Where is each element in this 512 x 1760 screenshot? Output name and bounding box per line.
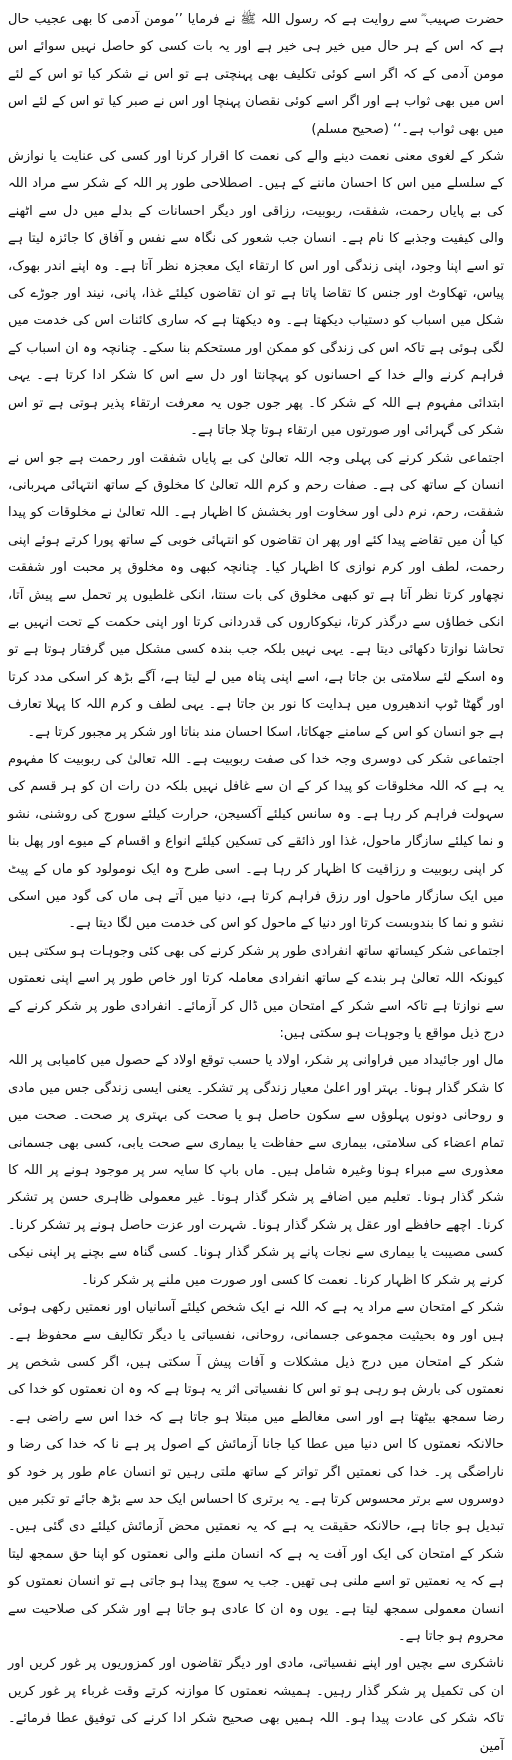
collective-gratitude-second-reason: اجتماعی شکر کی دوسری وجہ خدا کی صفت ربوبیت ہے۔ اللہ تعالیٰ کی ربوبیت کا مفہوم یہ ہے کہ اللہ مخلوقات کو پیدا کر کے ان سے غافل نہیں بلکہ دن رات ان کو ہر قسم کی سہولت فراہم کر رہا ہے۔ وہ سانس کیلئے آکسیجن، حرارت کیلئے سورج کی روشنی، نشو و نما کیلئے سازگار ماحول، غذا اور ذائقے کی تسکین کیلئے انواع و اقسام کے میوے اور پھل بنا کر اپنی ربوبیت و رزاقیت کا اظہار کر رہا ہے۔ اسی طرح وہ ایک نومولود کو ماں کے پیٹ میں ایک سازگار ماحول اور رزق فراہم کرتا ہے، دنیا میں آتے ہی ماں کی گود میں اسکی نشو و نما کا بندوبست کرتا اور دنیا کے ماحول کو اس کی خدمت میں لگا دیتا ہے۔ <box>8 751 504 932</box>
individual-gratitude-occasions: مال اور جائیداد میں فراوانی پر شکر، اولاد یا حسب توقع اولاد کے حصول میں کامیابی پر اللہ کا شکر گذار ہونا۔ بہتر اور اعلیٰ معیار زندگی پر تشکر۔ یعنی ایسی زندگی جس میں مادی و روحانی دونوں پہلوؤں سے سکون حاصل ہو یا صحت کی بہتری پر صحت۔ صحت میں تمام اعضاء کی سلامتی، بیماری سے حفاظت یا بیماری سے صحت یابی، کسی بھی جسمانی معذوری سے مبراء ہونا وغیرہ شامل ہیں۔ ماں باپ کا سایہ سر پر موجود ہونے پر اللہ کا شکر گذار ہونا۔ تعلیم میں اضافے پر شکر گذار ہونا۔ غیر معمولی ظاہری حسن پر تشکر کرنا۔ اچھے حافظے اور عقل پر شکر گذار ہونا۔ شہرت اور عزت حاصل ہونے پر تشکر کرنا۔ کسی مصیبت یا بیماری سے نجات پانے پر شکر گذار ہونا۔ کسی گناہ سے بچنے پر اپنی نیکی کرنے پر شکر کا اظہار کرنا۔ نعمت کا کسی اور صورت میں ملنے پر شکر کرنا۔ <box>8 1053 504 1288</box>
test-of-gratitude-paragraph: شکر کے امتحان سے مراد یہ ہے کہ اللہ نے ایک شخص کیلئے آسانیاں اور نعمتیں رکھی ہوئی ہیں اور وہ بحیثیت مجموعی جسمانی، روحانی، نفسیاتی یا دیگر تکالیف سے محفوظ ہے۔ شکر کے امتحان میں درج ذیل مشکلات و آفات پیش آ سکتی ہیں، اگر کسی شخص پر نعمتوں کی بارش ہو رہی ہو تو اس کا نفسیاتی اثر یہ ہوتا ہے کہ وہ ان نعمتوں کو خدا کی رضا سمجھ بیٹھتا ہے اور اسی مغالطے میں مبتلا ہو جاتا ہے کہ خدا اس سے راضی ہے۔ حالانکہ نعمتوں کا اس دنیا میں عطا کیا جانا آزمائش کے اصول پر ہے نا کہ خدا کی رضا و ناراضگی پر۔ خدا کی نعمتیں اگر تواتر کے ساتھ ملتی رہیں تو انسان عام طور پر خود کو دوسروں سے برتر محسوس کرتا ہے۔ یہ برتری کا احساس ایک حد سے بڑھ جائے تو تکبر میں تبدیل ہو جاتا ہے، حالانکہ حقیقت یہ ہے کہ یہ نعمتیں محض آزمائش کیلئے دی گئی ہیں۔ شکر کے امتحان کی ایک اور آفت یہ ہے کہ انسان ملنے والی نعمتوں کو اپنا حق سمجھ لیتا ہے کہ یہ نعمتیں تو اسے ملنی ہی تھیں۔ جب یہ سوچ پیدا ہو جاتی ہے تو انسان نعمتوں کو انسان معمولی سمجھ لیتا ہے۔ یوں وہ ان کا عادی ہو جاتا ہے اور شکر کی صلاحیت سے محروم ہو جاتا ہے۔ <box>8 1300 504 1644</box>
definition-paragraph: شکر کے لغوی معنی نعمت دینے والے کی نعمت کا اقرار کرنا اور کسی کی عنایت یا نوازش کے سلسلے میں اس کا احسان ماننے کے ہیں۔ اصطلاحی طور پر اللہ کے شکر سے مراد اللہ کی بے پایاں رحمت، شفقت، ربوبیت، رزاقی اور دیگر احسانات کے بدلے میں دل سے اٹھنے والی کیفیت وجذبے کا نام ہے۔ انسان جب شعور کی نگاہ سے نفس و آفاق کا جائزہ لیتا ہے تو اسے اپنا وجود، اپنی زندگی اور اس کا ارتقاء ایک معجزہ نظر آتا ہے۔ وہ اپنے اندر بھوک، پیاس، تھکاوٹ اور جنس کا تقاضا پاتا ہے تو ان تقاضوں کیلئے غذا، پانی، نیند اور جوڑے کی شکل میں اسباب کو دستیاب دیکھتا ہے۔ وہ دیکھتا ہے کہ ساری کائنات اس کی خدمت میں لگی ہوئی ہے تاکہ اس کی زندگی کو ممکن اور مستحکم بنا سکے۔ چنانچہ وہ ان اسباب کے فراہم کرنے والے خدا کے احسانوں کو پہچانتا اور دل سے اس کا شکر ادا کرتا ہے۔ یہی ابتدائی مفہوم ہے اللہ کے شکر کا۔ پھر جوں جوں یہ معرفت ارتقاء پذیر ہوتی ہے تو اس شکر کی گہرائی اور صورتوں میں ارتقاء ہوتا چلا جاتا ہے۔ <box>8 149 504 439</box>
individual-gratitude-intro: اجتماعی شکر کیساتھ ساتھ انفرادی طور پر شکر کرنے کی بھی کئی وجوہات ہو سکتی ہیں کیونکہ اللہ تعالیٰ ہر بندے کے ساتھ انفرادی معاملہ کرتا اور خاص طور پر اسے اپنی نعمتوں سے نوازتا ہے تاکہ اسے شکر کے امتحان میں ڈال کر آزمائے۔ انفرادی طور پر شکر کرنے کے درج ذیل مواقع یا وجوہات ہو سکتی ہیں: <box>8 943 504 1042</box>
closing-prayer-paragraph: ناشکری سے بچیں اور اپنے نفسیاتی، مادی اور دیگر تقاضوں اور کمزوریوں پر غور کریں اور ان کی تکمیل پر شکر گذار رہیں۔ ہمیشہ نعمتوں کا موازنہ کرتے وقت غرباء پر غور کریں تاکہ شکر کی عادت پیدا ہو۔ اللہ ہمیں بھی صحیح شکر ادا کرنے کی توفیق عطا فرمائے۔ آمین <box>8 1656 504 1754</box>
collective-gratitude-first-reason: اجتماعی شکر کرنے کی پہلی وجہ اللہ تعالیٰ کی بے پایاں شفقت اور رحمت ہے جو اس نے انسان کے ساتھ کی ہے۔ صفات رحم و کرم اللہ تعالیٰ کا مخلوق کے ساتھ انتہائی مہربانی، شفقت، رحم، نرم دلی اور سخاوت اور بخشش کا اظہار ہے۔ اللہ تعالیٰ نے مخلوقات کو پیدا کیا اُن میں تقاضے پیدا کئے اور پھر ان تقاضوں کو انتہائی خوبی کے ساتھ پورا کرتے ہوئے اپنی رحمت، لطف اور کرم نوازی کا اظہار کیا۔ چنانچہ کبھی وہ مخلوق پر محبت اور شفقت نچھاور کرتا نظر آتا ہے تو کبھی مخلوق کی بات سنتا، انکی غلطیوں پر تحمل سے پیش آتا، انکی خطاؤں سے درگذر کرتا، نیکوکاروں کی قدردانی کرتا اور اپنی حکمت کے تحت انہیں بے تحاشا نوازتا دکھائی دیتا ہے۔ یہی نہیں بلکہ جب بندہ کسی مشکل میں گرفتار ہوتا ہے تو وہ اسکے لئے سلامتی بن جاتا ہے، اسے اپنی پناہ میں لے لیتا ہے، آگے بڑھ کر اسکی مدد کرتا اور گھٹا ٹوپ اندھیروں میں ہدایت کا نور بن جاتا ہے۔ یہی لطف و کرم اللہ کا پہلا تعارف ہے جو انسان کو اس کے سامنے جھکاتا، اسکا احسان مند بناتا اور شکر پر مجبور کرتا ہے۔ <box>8 450 504 740</box>
hadith-paragraph: حضرت صہیب ؓ سے روایت ہے کہ رسول اللہ ﷺ نے فرمایا ’’مومن آدمی کا بھی عجیب حال ہے کہ اس کے ہر حال میں خیر ہی خیر ہے اور یہ بات کسی کو حاصل نہیں سوائے اس مومن آدمی کے کہ اگر اسے کوئی تکلیف بھی پہنچتی ہے تو اس نے شکر کیا تو اس کے لئے اس میں بھی ثواب ہے اور اگر اسے کوئی نقصان پہنچا اور اس نے صبر کیا تو اس کے لئے اس میں بھی ثواب ہے۔‘‘ (صحیح مسلم) <box>8 12 504 137</box>
